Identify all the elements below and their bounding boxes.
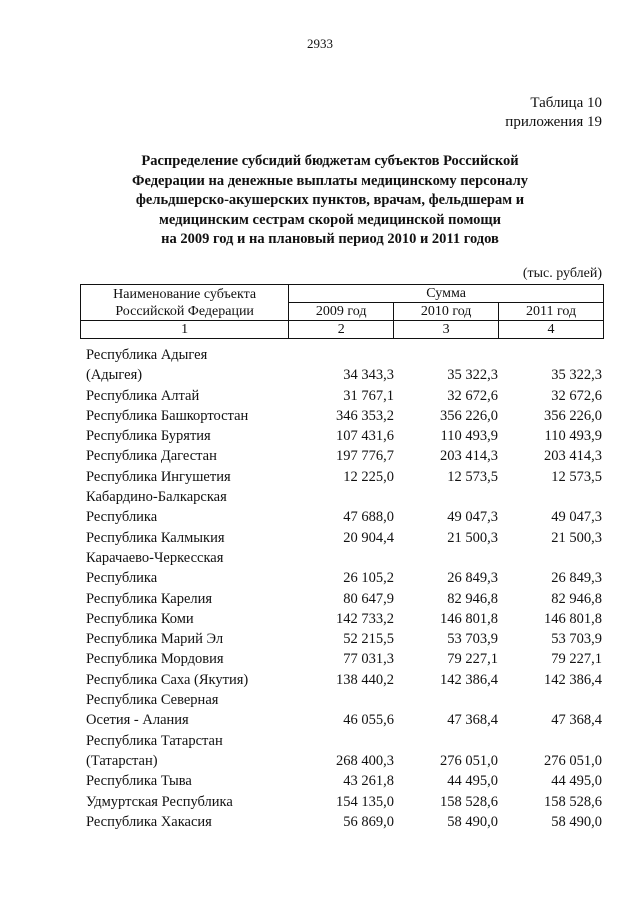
subject-name: Республика Бурятия bbox=[86, 428, 211, 445]
value-2011: 79 227,1 bbox=[551, 651, 602, 668]
table-row bbox=[86, 528, 602, 548]
value-2009: 26 105,2 bbox=[343, 570, 394, 587]
subject-name: Республика Северная Осетия - Алания bbox=[86, 692, 219, 729]
table-reference bbox=[505, 94, 602, 132]
value-2010: 12 573,5 bbox=[447, 468, 498, 485]
value-2011: 53 703,9 bbox=[551, 631, 602, 648]
subject-name: Удмуртская Республика bbox=[86, 793, 233, 810]
table-number: Таблица 10 bbox=[530, 95, 602, 111]
value-2010: 21 500,3 bbox=[447, 529, 498, 546]
table-row bbox=[86, 731, 602, 772]
title-line: Федерации на денежные выплаты медицинскому персоналу bbox=[132, 172, 528, 189]
value-2009: 268 400,3 bbox=[336, 752, 394, 769]
value-2011: 158 528,6 bbox=[544, 793, 602, 810]
table-row bbox=[86, 589, 602, 609]
subject-name: Республика Татарстан (Татарстан) bbox=[86, 732, 223, 769]
subject-name: Республика Саха (Якутия) bbox=[86, 671, 249, 688]
subject-name: Республика Ингушетия bbox=[86, 468, 231, 485]
table-row bbox=[86, 792, 602, 812]
value-2010: 276 051,0 bbox=[440, 752, 498, 769]
title-line: на 2009 год и на плановый период 2010 и 2011 годов bbox=[161, 231, 499, 247]
value-2009: 80 647,9 bbox=[343, 590, 394, 607]
value-2010: 146 801,8 bbox=[440, 610, 498, 627]
value-2011: 26 849,3 bbox=[551, 570, 602, 587]
table-row bbox=[86, 649, 602, 669]
value-2009: 77 031,3 bbox=[343, 651, 394, 668]
table-row bbox=[86, 386, 602, 406]
table-row bbox=[86, 426, 602, 446]
appendix-number: приложения 19 bbox=[505, 114, 602, 130]
title-line: Распределение субсидий бюджетам субъектов Российской bbox=[141, 153, 519, 169]
table-row bbox=[86, 812, 602, 832]
value-2009: 197 776,7 bbox=[336, 448, 394, 465]
value-2010: 356 226,0 bbox=[440, 407, 498, 424]
title-line: медицинским сестрам скорой медицинской помощи bbox=[158, 211, 501, 228]
header-subject-name bbox=[81, 285, 289, 321]
value-2009: 12 225,0 bbox=[343, 468, 394, 485]
subject-name: Республика Коми bbox=[86, 610, 194, 627]
subject-name: Республика Адыгея (Адыгея) bbox=[86, 347, 208, 384]
subject-name: Республика Дагестан bbox=[86, 448, 217, 465]
table-row bbox=[86, 446, 602, 466]
header-column-number: 4 bbox=[499, 321, 604, 339]
value-2009: 43 261,8 bbox=[343, 773, 394, 790]
subject-name: Республика Алтай bbox=[86, 387, 200, 404]
value-2009: 56 869,0 bbox=[343, 813, 394, 830]
value-2011: 276 051,0 bbox=[544, 752, 602, 769]
value-2009: 47 688,0 bbox=[343, 509, 394, 526]
value-2010: 203 414,3 bbox=[440, 448, 498, 465]
value-2011: 142 386,4 bbox=[544, 671, 602, 688]
value-2011: 356 226,0 bbox=[544, 407, 602, 424]
value-2011: 82 946,8 bbox=[551, 590, 602, 607]
table-row bbox=[86, 690, 602, 731]
value-2009: 46 055,6 bbox=[343, 712, 394, 729]
table-row bbox=[86, 771, 602, 791]
value-2011: 110 493,9 bbox=[544, 428, 602, 445]
value-2011: 47 368,4 bbox=[551, 712, 602, 729]
subject-name: Республика Калмыкия bbox=[86, 529, 225, 546]
header-column-number: 1 bbox=[81, 321, 289, 339]
value-2010: 35 322,3 bbox=[447, 367, 498, 384]
value-2009: 142 733,2 bbox=[336, 610, 394, 627]
value-2010: 142 386,4 bbox=[440, 671, 498, 688]
subject-name: Республика Хакасия bbox=[86, 813, 212, 830]
subject-name: Республика Карелия bbox=[86, 590, 213, 607]
subject-name: Республика Тыва bbox=[86, 773, 192, 790]
title-line: фельдшерско-акушерских пунктов, врачам, фельдшерам и bbox=[135, 192, 525, 208]
table-row bbox=[86, 487, 602, 528]
value-2010: 58 490,0 bbox=[447, 813, 498, 830]
header-sum: Сумма bbox=[289, 285, 604, 303]
value-2011: 21 500,3 bbox=[551, 529, 602, 546]
value-2011: 32 672,6 bbox=[551, 387, 602, 404]
header-year-2011: 2011 год bbox=[499, 303, 604, 321]
table-body bbox=[86, 345, 602, 832]
value-2011: 44 495,0 bbox=[551, 773, 602, 790]
value-2011: 35 322,3 bbox=[551, 367, 602, 384]
header-year-2009: 2009 год bbox=[289, 303, 394, 321]
value-2009: 138 440,2 bbox=[336, 671, 394, 688]
value-2010: 53 703,9 bbox=[447, 631, 498, 648]
page-number: 2933 bbox=[307, 36, 333, 51]
value-2010: 44 495,0 bbox=[447, 773, 498, 790]
value-2009: 107 431,6 bbox=[336, 428, 394, 445]
table-header bbox=[80, 284, 604, 339]
value-2011: 49 047,3 bbox=[551, 509, 602, 526]
subject-name: Карачаево-Черкесская Республика bbox=[86, 549, 224, 587]
subject-name: Республика Мордовия bbox=[86, 651, 224, 668]
value-2009: 20 904,4 bbox=[343, 529, 394, 546]
value-2009: 31 767,1 bbox=[343, 387, 394, 404]
header-column-number: 3 bbox=[394, 321, 499, 339]
header-subject-line: Российской Федерации bbox=[115, 303, 254, 319]
value-2010: 110 493,9 bbox=[440, 428, 498, 445]
value-2010: 158 528,6 bbox=[440, 793, 498, 810]
value-2010: 49 047,3 bbox=[447, 509, 498, 526]
value-2009: 52 215,5 bbox=[343, 631, 394, 648]
document-title bbox=[95, 152, 565, 250]
value-2010: 79 227,1 bbox=[447, 651, 498, 668]
table-row bbox=[86, 609, 602, 629]
table-row bbox=[86, 670, 602, 690]
units-label: (тыс. рублей) bbox=[522, 266, 602, 281]
value-2010: 32 672,6 bbox=[447, 387, 498, 404]
header-subject-line: Наименование субъекта bbox=[113, 286, 257, 302]
value-2011: 58 490,0 bbox=[551, 813, 602, 830]
value-2011: 146 801,8 bbox=[544, 610, 602, 627]
table-row bbox=[86, 345, 602, 386]
value-2010: 47 368,4 bbox=[447, 712, 498, 729]
value-2009: 346 353,2 bbox=[336, 407, 394, 424]
value-2010: 26 849,3 bbox=[447, 570, 498, 587]
value-2011: 12 573,5 bbox=[551, 468, 602, 485]
value-2009: 154 135,0 bbox=[336, 793, 394, 810]
table-row bbox=[86, 629, 602, 649]
table-row bbox=[86, 406, 602, 426]
table-row bbox=[86, 548, 602, 589]
header-year-2010: 2010 год bbox=[394, 303, 499, 321]
subject-name: Республика Башкортостан bbox=[86, 407, 249, 424]
table-row bbox=[86, 467, 602, 487]
value-2009: 34 343,3 bbox=[343, 367, 394, 384]
subject-name: Кабардино-Балкарская Республика bbox=[86, 489, 227, 526]
value-2011: 203 414,3 bbox=[544, 448, 602, 465]
header-column-number: 2 bbox=[289, 321, 394, 339]
value-2010: 82 946,8 bbox=[447, 590, 498, 607]
subject-name: Республика Марий Эл bbox=[86, 631, 224, 648]
